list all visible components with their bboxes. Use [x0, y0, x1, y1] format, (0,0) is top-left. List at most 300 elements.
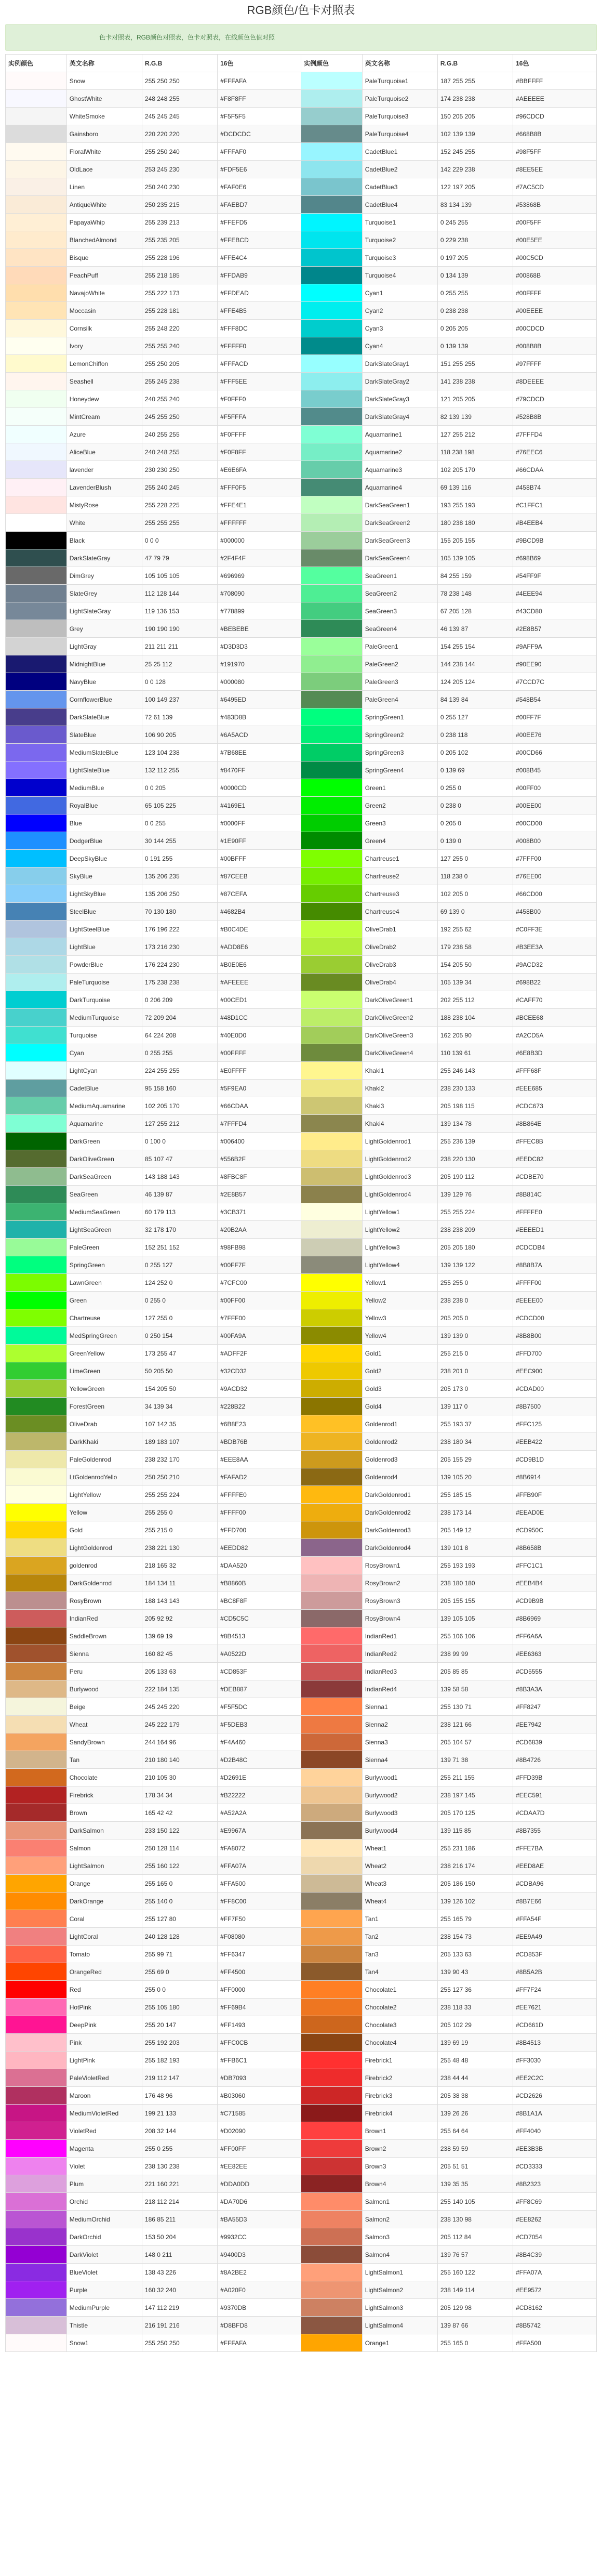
color-swatch: [6, 1574, 67, 1592]
color-rgb: 255 165 0: [142, 1875, 217, 1892]
color-name: Turquoise3: [362, 249, 437, 267]
color-name: LightSlateBlue: [66, 761, 142, 779]
color-hex: #8B5742: [513, 2317, 597, 2334]
color-hex: #FFC125: [513, 1415, 597, 1433]
color-hex: #FFF0F5: [218, 479, 301, 496]
color-swatch: [6, 267, 67, 284]
table-row: [6, 602, 597, 620]
color-rgb: 205 205 0: [437, 1309, 513, 1327]
color-hex: #00EEEE: [513, 302, 597, 320]
color-name: Brown3: [362, 2158, 437, 2175]
color-name: Orange: [66, 1875, 142, 1892]
color-swatch: [6, 214, 67, 231]
color-hex: #FFFAFA: [218, 72, 301, 90]
color-rgb: 105 139 105: [437, 549, 513, 567]
table-row: [6, 2034, 597, 2052]
color-name: BlueViolet: [66, 2264, 142, 2281]
table-row: [6, 1327, 597, 1345]
color-name: Firebrick1: [362, 2052, 437, 2069]
color-swatch: [6, 1256, 67, 1274]
color-name: Khaki4: [362, 1115, 437, 1133]
color-hex: #8B7500: [513, 1398, 597, 1415]
color-name: DarkOrchid: [66, 2228, 142, 2246]
color-hex: #00FF7F: [218, 1256, 301, 1274]
color-rgb: 255 215 0: [437, 1345, 513, 1362]
color-hex: #7AC5CD: [513, 178, 597, 196]
color-rgb: 178 34 34: [142, 1786, 217, 1804]
color-rgb: 255 235 205: [142, 231, 217, 249]
color-rgb: 139 117 0: [437, 1398, 513, 1415]
color-hex: #B03060: [218, 2087, 301, 2105]
color-swatch: [301, 125, 362, 143]
color-swatch: [6, 408, 67, 426]
color-name: Green2: [362, 797, 437, 814]
color-name: LightSalmon2: [362, 2281, 437, 2299]
color-swatch: [301, 2158, 362, 2175]
color-rgb: 0 0 128: [142, 673, 217, 691]
table-row: [6, 1857, 597, 1875]
color-hex: #FF8247: [513, 1698, 597, 1716]
color-swatch: [301, 2299, 362, 2317]
color-rgb: 218 112 214: [142, 2193, 217, 2211]
color-name: PapayaWhip: [66, 214, 142, 231]
color-rgb: 255 215 0: [142, 1521, 217, 1539]
color-swatch: [6, 2122, 67, 2140]
color-swatch: [301, 549, 362, 567]
color-rgb: 65 105 225: [142, 797, 217, 814]
table-row: [6, 991, 597, 1009]
color-rgb: 255 99 71: [142, 1946, 217, 1963]
color-name: VioletRed: [66, 2122, 142, 2140]
color-hex: #FFF68F: [513, 1062, 597, 1080]
color-rgb: 238 149 114: [437, 2281, 513, 2299]
color-hex: #8DEEEE: [513, 373, 597, 390]
color-hex: #8B6914: [513, 1468, 597, 1486]
color-name: LightSalmon4: [362, 2317, 437, 2334]
color-hex: #FFDEAD: [218, 284, 301, 302]
color-rgb: 238 44 44: [437, 2069, 513, 2087]
color-rgb: 255 185 15: [437, 1486, 513, 1504]
color-hex: #EE8262: [513, 2211, 597, 2228]
color-swatch: [6, 1044, 67, 1062]
color-swatch: [301, 1786, 362, 1804]
color-swatch: [6, 1557, 67, 1574]
table-row: [6, 850, 597, 868]
table-row: [6, 178, 597, 196]
color-hex: #FFE4C4: [218, 249, 301, 267]
table-row: [6, 1062, 597, 1080]
color-name: Firebrick3: [362, 2087, 437, 2105]
color-swatch: [6, 1627, 67, 1645]
color-swatch: [6, 1663, 67, 1680]
color-rgb: 162 205 90: [437, 1027, 513, 1044]
color-name: Green1: [362, 779, 437, 797]
color-rgb: 154 255 154: [437, 638, 513, 655]
color-rgb: 240 255 240: [142, 390, 217, 408]
table-row: [6, 1875, 597, 1892]
color-name: LightGoldenrod3: [362, 1168, 437, 1186]
color-swatch: [6, 1292, 67, 1309]
color-swatch: [301, 1698, 362, 1716]
color-rgb: 233 150 122: [142, 1822, 217, 1839]
table-row: [6, 2334, 597, 2352]
color-swatch: [301, 1627, 362, 1645]
color-rgb: 180 238 180: [437, 514, 513, 532]
color-hex: #00868B: [513, 267, 597, 284]
color-swatch: [301, 90, 362, 108]
header-english-name: 英文名称: [362, 55, 437, 72]
color-swatch: [6, 1875, 67, 1892]
table-row: [6, 885, 597, 903]
color-name: RosyBrown2: [362, 1574, 437, 1592]
color-swatch: [6, 337, 67, 355]
color-name: Tomato: [66, 1946, 142, 1963]
color-name: Chocolate3: [362, 2016, 437, 2034]
color-rgb: 32 178 170: [142, 1221, 217, 1239]
color-rgb: 240 255 255: [142, 426, 217, 443]
color-hex: #CD853F: [218, 1663, 301, 1680]
color-rgb: 255 69 0: [142, 1963, 217, 1981]
color-hex: #CD661D: [513, 2016, 597, 2034]
color-swatch: [301, 1910, 362, 1928]
color-hex: #8A2BE2: [218, 2264, 301, 2281]
color-hex: #DA70D6: [218, 2193, 301, 2211]
header-hex: 16色: [218, 55, 301, 72]
color-table: [5, 54, 597, 2352]
color-hex: #0000CD: [218, 779, 301, 797]
color-rgb: 118 238 198: [437, 443, 513, 461]
color-rgb: 102 205 170: [437, 461, 513, 479]
color-hex: #FFEC8B: [513, 1133, 597, 1150]
color-hex: #C71585: [218, 2105, 301, 2122]
color-name: Brown2: [362, 2140, 437, 2158]
color-swatch: [6, 1115, 67, 1133]
color-hex: #D02090: [218, 2122, 301, 2140]
color-name: DarkOliveGreen2: [362, 1009, 437, 1027]
color-rgb: 238 216 174: [437, 1857, 513, 1875]
color-name: Chocolate1: [362, 1981, 437, 1999]
table-row: [6, 1415, 597, 1433]
color-hex: #EEB422: [513, 1433, 597, 1451]
table-row: [6, 2211, 597, 2228]
color-rgb: 188 238 104: [437, 1009, 513, 1027]
color-rgb: 139 101 8: [437, 1539, 513, 1557]
table-row: [6, 532, 597, 549]
color-swatch: [301, 1804, 362, 1822]
color-rgb: 0 0 0: [142, 532, 217, 549]
color-rgb: 0 245 255: [437, 214, 513, 231]
color-swatch: [301, 2175, 362, 2193]
table-row: [6, 1610, 597, 1627]
color-swatch: [6, 726, 67, 744]
table-row: [6, 2087, 597, 2105]
color-rgb: 255 211 155: [437, 1769, 513, 1786]
color-name: LightPink: [66, 2052, 142, 2069]
color-rgb: 110 139 61: [437, 1044, 513, 1062]
color-hex: #8B5A2B: [513, 1963, 597, 1981]
color-rgb: 238 99 99: [437, 1645, 513, 1663]
color-swatch: [6, 1839, 67, 1857]
table-row: [6, 797, 597, 814]
color-swatch: [6, 2140, 67, 2158]
table-row: [6, 461, 597, 479]
color-swatch: [6, 1274, 67, 1292]
table-row: [6, 2158, 597, 2175]
color-hex: #F5DEB3: [218, 1716, 301, 1733]
table-row: [6, 161, 597, 178]
color-rgb: 208 32 144: [142, 2122, 217, 2140]
color-rgb: 30 144 255: [142, 832, 217, 850]
color-name: Aquamarine2: [362, 443, 437, 461]
color-swatch: [6, 1928, 67, 1946]
color-rgb: 139 87 66: [437, 2317, 513, 2334]
table-row: [6, 2140, 597, 2158]
color-hex: #FFFF00: [218, 1504, 301, 1521]
color-name: Khaki1: [362, 1062, 437, 1080]
color-rgb: 255 250 250: [142, 2334, 217, 2352]
color-hex: #A52A2A: [218, 1804, 301, 1822]
color-swatch: [301, 974, 362, 991]
color-rgb: 210 105 30: [142, 1769, 217, 1786]
color-name: PaleGreen1: [362, 638, 437, 655]
color-swatch: [301, 443, 362, 461]
color-name: SkyBlue: [66, 868, 142, 885]
color-name: GhostWhite: [66, 90, 142, 108]
color-name: Wheat1: [362, 1839, 437, 1857]
color-name: Salmon3: [362, 2228, 437, 2246]
color-hex: #98F5FF: [513, 143, 597, 161]
color-hex: #8B4513: [218, 1627, 301, 1645]
color-hex: #B3EE3A: [513, 938, 597, 956]
color-rgb: 255 165 79: [437, 1910, 513, 1928]
color-name: DimGrey: [66, 567, 142, 585]
color-name: DeepSkyBlue: [66, 850, 142, 868]
color-hex: #00CD00: [513, 814, 597, 832]
table-row: [6, 1539, 597, 1557]
color-hex: #9AFF9A: [513, 638, 597, 655]
color-name: Salmon2: [362, 2211, 437, 2228]
color-rgb: 245 245 220: [142, 1698, 217, 1716]
color-name: LightSalmon1: [362, 2264, 437, 2281]
color-swatch: [301, 1999, 362, 2016]
color-rgb: 199 21 133: [142, 2105, 217, 2122]
color-name: Linen: [66, 178, 142, 196]
color-rgb: 240 128 128: [142, 1928, 217, 1946]
color-rgb: 255 160 122: [142, 1857, 217, 1875]
color-rgb: 205 51 51: [437, 2158, 513, 2175]
color-name: AntiqueWhite: [66, 196, 142, 214]
table-row: [6, 1981, 597, 1999]
color-rgb: 142 229 238: [437, 161, 513, 178]
color-name: OliveDrab2: [362, 938, 437, 956]
color-swatch: [301, 602, 362, 620]
color-rgb: 205 173 0: [437, 1380, 513, 1398]
table-row: [6, 1645, 597, 1663]
color-rgb: 255 20 147: [142, 2016, 217, 2034]
color-name: PaleGoldenrod: [66, 1451, 142, 1468]
color-swatch: [6, 991, 67, 1009]
table-row: [6, 479, 597, 496]
color-hex: #B22222: [218, 1786, 301, 1804]
color-hex: #698B69: [513, 549, 597, 567]
color-hex: #48D1CC: [218, 1009, 301, 1027]
color-hex: #7CCD7C: [513, 673, 597, 691]
table-row: [6, 108, 597, 125]
color-hex: #87CEEB: [218, 868, 301, 885]
color-name: SpringGreen2: [362, 726, 437, 744]
color-rgb: 165 42 42: [142, 1804, 217, 1822]
color-swatch: [301, 1027, 362, 1044]
color-swatch: [6, 2228, 67, 2246]
color-swatch: [301, 1539, 362, 1557]
color-name: Yellow1: [362, 1274, 437, 1292]
color-name: Turquoise2: [362, 231, 437, 249]
color-name: MediumTurquoise: [66, 1009, 142, 1027]
color-rgb: 139 139 0: [437, 1327, 513, 1345]
color-name: MediumSlateBlue: [66, 744, 142, 761]
color-swatch: [301, 1875, 362, 1892]
color-rgb: 139 105 105: [437, 1610, 513, 1627]
color-rgb: 150 205 205: [437, 108, 513, 125]
color-swatch: [6, 673, 67, 691]
color-swatch: [6, 1398, 67, 1415]
color-hex: #DB7093: [218, 2069, 301, 2087]
color-hex: #008B8B: [513, 337, 597, 355]
color-rgb: 0 0 255: [142, 814, 217, 832]
color-swatch: [301, 143, 362, 161]
color-swatch: [301, 108, 362, 125]
color-swatch: [6, 797, 67, 814]
color-hex: #CAFF70: [513, 991, 597, 1009]
color-hex: #FF6347: [218, 1946, 301, 1963]
color-swatch: [301, 938, 362, 956]
table-row: [6, 1751, 597, 1769]
color-rgb: 46 139 87: [142, 1186, 217, 1203]
color-swatch: [301, 1610, 362, 1627]
table-row: [6, 514, 597, 532]
color-swatch: [6, 1133, 67, 1150]
color-rgb: 218 165 32: [142, 1557, 217, 1574]
color-hex: #7FFFD4: [218, 1115, 301, 1133]
color-hex: #FFFACD: [218, 355, 301, 373]
color-hex: #DCDCDC: [218, 125, 301, 143]
table-row: [6, 355, 597, 373]
color-rgb: 95 158 160: [142, 1080, 217, 1097]
color-swatch: [6, 691, 67, 708]
table-row: [6, 2069, 597, 2087]
color-swatch: [301, 1592, 362, 1610]
color-hex: #B0E0E6: [218, 956, 301, 974]
color-hex: #CD853F: [513, 1946, 597, 1963]
color-swatch: [301, 673, 362, 691]
color-name: SpringGreen4: [362, 761, 437, 779]
color-swatch: [301, 1451, 362, 1468]
header-swatch: 实例颜色: [6, 55, 67, 72]
color-swatch: [6, 284, 67, 302]
color-name: Maroon: [66, 2087, 142, 2105]
color-swatch: [6, 178, 67, 196]
color-hex: #6495ED: [218, 691, 301, 708]
color-hex: #00FF7F: [513, 708, 597, 726]
color-swatch: [6, 549, 67, 567]
color-swatch: [6, 1186, 67, 1203]
table-row: [6, 1345, 597, 1362]
table-row: [6, 1892, 597, 1910]
table-row: [6, 1186, 597, 1203]
color-rgb: 0 205 205: [437, 320, 513, 337]
table-row: [6, 2016, 597, 2034]
color-rgb: 205 190 112: [437, 1168, 513, 1186]
color-name: LightYellow1: [362, 1203, 437, 1221]
color-rgb: 127 255 212: [437, 426, 513, 443]
color-swatch: [6, 1415, 67, 1433]
color-rgb: 255 250 240: [142, 143, 217, 161]
color-hex: #EEDC82: [513, 1150, 597, 1168]
color-rgb: 205 85 85: [437, 1663, 513, 1680]
table-row: [6, 1910, 597, 1928]
color-rgb: 205 92 92: [142, 1610, 217, 1627]
color-rgb: 151 255 255: [437, 355, 513, 373]
table-row: [6, 1150, 597, 1168]
color-name: LightCoral: [66, 1928, 142, 1946]
color-hex: #9ACD32: [513, 956, 597, 974]
color-swatch: [301, 1839, 362, 1857]
color-hex: #FFA07A: [218, 1857, 301, 1875]
color-hex: #FFA07A: [513, 2264, 597, 2281]
color-rgb: 0 139 69: [437, 761, 513, 779]
color-swatch: [301, 1645, 362, 1663]
color-rgb: 255 140 0: [142, 1892, 217, 1910]
color-name: Chartreuse: [66, 1309, 142, 1327]
table-row: [6, 1521, 597, 1539]
color-swatch: [301, 355, 362, 373]
color-name: SeaGreen4: [362, 620, 437, 638]
color-name: Goldenrod3: [362, 1451, 437, 1468]
color-swatch: [301, 496, 362, 514]
color-name: Tan3: [362, 1946, 437, 1963]
color-swatch: [301, 390, 362, 408]
color-rgb: 139 115 85: [437, 1822, 513, 1839]
color-rgb: 238 173 14: [437, 1504, 513, 1521]
color-name: Magenta: [66, 2140, 142, 2158]
color-name: Cornsilk: [66, 320, 142, 337]
table-row: [6, 231, 597, 249]
color-rgb: 102 139 139: [437, 125, 513, 143]
table-row: [6, 1398, 597, 1415]
color-name: SandyBrown: [66, 1733, 142, 1751]
color-hex: #8B4513: [513, 2034, 597, 2052]
color-name: LavenderBlush: [66, 479, 142, 496]
color-hex: #556B2F: [218, 1150, 301, 1168]
color-rgb: 205 112 84: [437, 2228, 513, 2246]
color-swatch: [301, 1221, 362, 1239]
color-swatch: [6, 1946, 67, 1963]
color-rgb: 0 255 0: [142, 1292, 217, 1309]
color-swatch: [301, 2246, 362, 2264]
color-swatch: [6, 1999, 67, 2016]
table-header-row: [6, 55, 597, 72]
color-name: MediumVioletRed: [66, 2105, 142, 2122]
color-rgb: 238 221 130: [142, 1539, 217, 1557]
color-swatch: [6, 2193, 67, 2211]
color-rgb: 0 255 127: [142, 1256, 217, 1274]
color-name: Salmon: [66, 1839, 142, 1857]
color-rgb: 255 246 143: [437, 1062, 513, 1080]
color-name: Ivory: [66, 337, 142, 355]
color-hex: #F8F8FF: [218, 90, 301, 108]
color-hex: #FFC0CB: [218, 2034, 301, 2052]
color-name: DarkGoldenrod: [66, 1574, 142, 1592]
